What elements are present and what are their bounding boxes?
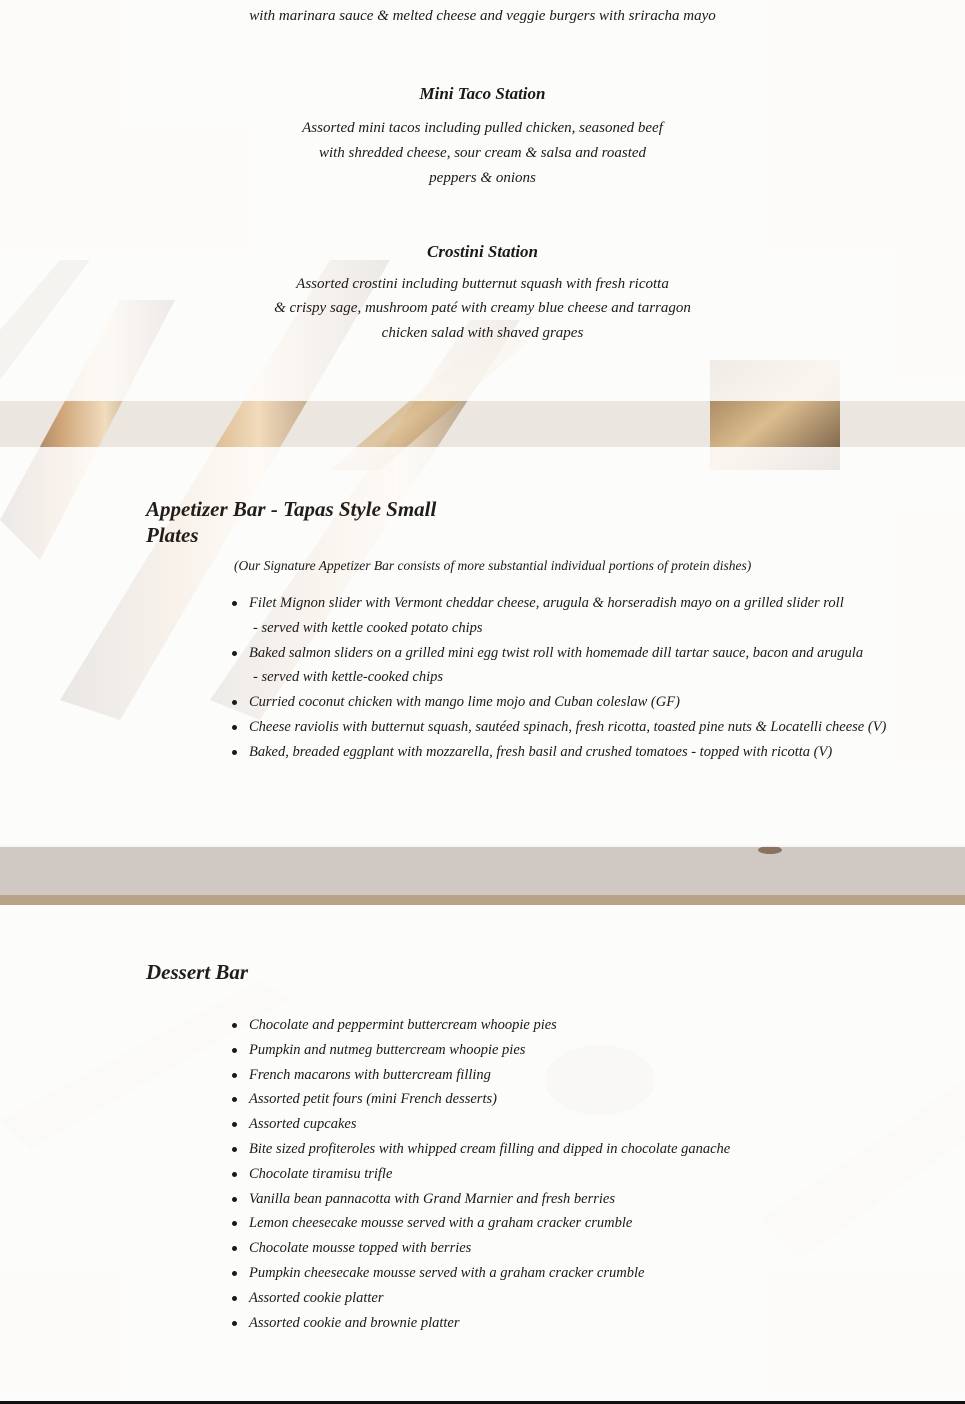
- station-line: Assorted crostini including butternut squash with fresh ricotta: [296, 276, 669, 292]
- list-item: Chocolate tiramisu trifle: [231, 1162, 931, 1187]
- list-item: [231, 690, 931, 715]
- list-item: Assorted petit fours (mini French desserts): [231, 1087, 931, 1112]
- list-item: [231, 740, 931, 765]
- list-item: French macarons with buttercream filling: [231, 1063, 931, 1088]
- appetizer-bar-heading: [146, 496, 466, 548]
- station-line: & crispy sage, mushroom paté with creamy blue cheese and tarragon: [274, 300, 691, 316]
- station-title-mini-taco: Mini Taco Station: [419, 84, 546, 103]
- station-title-crostini: Crostini Station: [426, 242, 539, 261]
- list-item: [231, 715, 931, 740]
- list-item: Vanilla bean pannacotta with Grand Marnier and fresh berries: [231, 1187, 931, 1212]
- list-item: Lemon cheesecake mousse served with a graham cracker crumble: [231, 1211, 931, 1236]
- list-item: [231, 591, 931, 641]
- list-item-text: Baked salmon sliders on a grilled mini egg twist roll with homemade dill tartar sauce, bacon and arugula: [249, 644, 864, 661]
- appetizer-note: (Our Signature Appetizer Bar consists of more substantial individual portions of protein dishes): [234, 558, 752, 573]
- list-item: Chocolate and peppermint buttercream whoopie pies: [231, 1013, 931, 1038]
- list-item: Bite sized profiteroles with whipped cream filling and dipped in chocolate ganache: [231, 1137, 931, 1162]
- list-item-text: Cheese raviolis with butternut squash, sautéed spinach, fresh ricotta, toasted pine nuts & Locatelli cheese (V): [249, 718, 887, 735]
- station-description-fragment: with marinara sauce & melted cheese and veggie burgers with sriracha mayo: [249, 8, 716, 24]
- list-item-text: Filet Mignon slider with Vermont cheddar cheese, arugula & horseradish mayo on a grilled slider roll: [249, 595, 844, 611]
- list-item: Assorted cookie and brownie platter: [231, 1311, 931, 1336]
- list-item-subtext: - served with kettle-cooked chips: [253, 669, 444, 686]
- list-item: Pumpkin and nutmeg buttercream whoopie pies: [231, 1038, 931, 1063]
- station-line: with shredded cheese, sour cream & salsa and roasted: [318, 145, 647, 161]
- list-item: Assorted cookie platter: [231, 1286, 931, 1311]
- list-item-text: Baked, breaded eggplant with mozzarella, fresh basil and crushed tomatoes - topped with ricotta (V): [249, 743, 833, 760]
- list-item-text: Curried coconut chicken with mango lime mojo and Cuban coleslaw (GF): [249, 694, 680, 711]
- appetizer-heading-line2: Plates: [146, 523, 199, 547]
- dessert-list: [231, 1013, 931, 1335]
- list-item-subtext: - served with kettle cooked potato chips: [253, 619, 483, 636]
- list-item: Assorted cupcakes: [231, 1112, 931, 1137]
- appetizer-list: [231, 591, 931, 765]
- list-item: Chocolate mousse topped with berries: [231, 1236, 931, 1261]
- list-item: [231, 641, 931, 691]
- dessert-bar-heading: Dessert Bar: [146, 960, 249, 984]
- appetizer-heading-line1: Appetizer Bar - Tapas Style Small: [146, 497, 437, 521]
- list-item: Pumpkin cheesecake mousse served with a graham cracker crumble: [231, 1261, 931, 1286]
- station-line: Assorted mini tacos including pulled chicken, seasoned beef: [302, 120, 663, 136]
- station-line: chicken salad with shaved grapes: [381, 325, 584, 341]
- station-line: peppers & onions: [429, 170, 536, 186]
